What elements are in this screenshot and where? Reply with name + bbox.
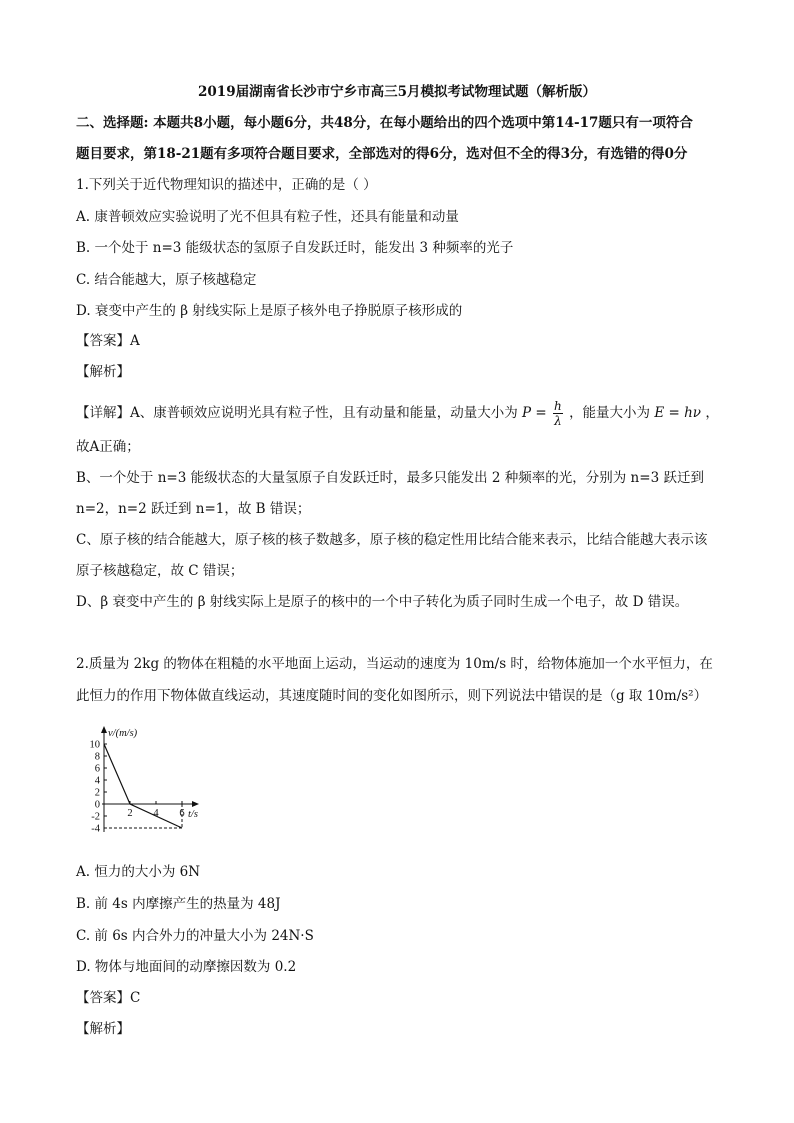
q2-option-d: D. 物体与地面间的动摩擦因数为 0.2: [76, 959, 297, 975]
section-instructions-line2: 题目要求，第18-21题有多项符合题目要求，全部选对的得6分，选对但不全的得3分，有选错的得0分: [76, 146, 688, 162]
momentum-fraction: [553, 399, 563, 428]
x-axis-arrow: [192, 801, 199, 807]
q2-stem-line1: 2.质量为 2kg 的物体在粗糙的水平地面上运动，当运动的速度为 10m/s 时，给物体施加一个水平恒力，在: [76, 656, 713, 672]
y-tick-label: -2: [91, 811, 100, 823]
x-tick-label: 2: [127, 808, 133, 819]
q1-detail-text-c: ，: [705, 405, 719, 421]
q1-detail-c-line2: 原子核越稳定，故 C 错误；: [76, 563, 244, 579]
section-instructions-line1: 二、选择题: 本题共8小题，每小题6分，共48分，在每小题给出的四个选项中第14-17题只有一项符合: [76, 115, 693, 131]
q1-option-a: A. 康普顿效应实验说明了光不但具有粒子性，还具有能量和动量: [76, 209, 459, 225]
x-tick-label: 4: [153, 808, 159, 819]
q2-analysis-label: 【解析】: [76, 1021, 130, 1037]
q2-option-b: B. 前 4s 内摩擦产生的热量为 48J: [76, 896, 281, 912]
q1-detail-b-line1: B、一个处于 n=3 能级状态的大量氢原子自发跃迁时，最多只能发出 2 种频率的光，分别为 n=3 跃迁到: [76, 470, 704, 486]
momentum-lhs: P =: [522, 405, 547, 421]
y-tick-label: 6: [94, 763, 100, 775]
q2-option-c: C. 前 6s 内合外力的冲量大小为 24N·S: [76, 928, 314, 944]
q2-answer: 【答案】C: [76, 990, 141, 1006]
x-tick-label: 6: [179, 808, 185, 819]
velocity-time-chart: [78, 722, 228, 842]
y-axis-arrow: [101, 726, 107, 733]
q1-detail-text-a: 【详解】A、康普顿效应说明光具有粒子性，且有动量和能量，动量大小为: [76, 405, 518, 421]
q1-analysis-label: 【解析】: [76, 364, 130, 380]
y-tick-label: 0: [94, 799, 100, 811]
x-axis-label: t/s: [188, 809, 198, 820]
q1-detail-b-line2: n=2，n=2 跃迁到 n=1，故 B 错误；: [76, 501, 311, 517]
y-tick-label: 10: [89, 739, 100, 751]
q1-option-d: D. 衰变中产生的 β 射线实际上是原子核外电子挣脱原子核形成的: [76, 303, 463, 319]
q1-detail-d: D、β 衰变中产生的 β 射线实际上是原子的核中的一个中子转化为质子同时生成一个电子，故 D 错误。: [76, 594, 689, 610]
q1-option-c: C. 结合能越大，原子核越稳定: [76, 272, 257, 288]
q2-stem-line2: 此恒力的作用下物体做直线运动，其速度随时间的变化如图所示，则下列说法中错误的是（g 取 10m/s²）: [76, 688, 708, 704]
y-tick-label: -4: [91, 823, 100, 835]
q1-detail-line2: 故A正确；: [76, 439, 140, 455]
q1-answer: 【答案】A: [76, 333, 140, 349]
fraction-numerator: h: [554, 399, 562, 413]
doc-title: 2019届湖南省长沙市宁乡市高三5月模拟考试物理试题（解析版）: [198, 84, 596, 100]
q2-option-a: A. 恒力的大小为 6N: [76, 864, 201, 880]
q1-option-b: B. 一个处于 n=3 能级状态的氢原子自发跃迁时，能发出 3 种频率的光子: [76, 240, 514, 256]
y-tick-label: 8: [94, 751, 100, 763]
fraction-denominator: λ: [554, 414, 562, 428]
energy-formula: E = hν: [654, 405, 702, 421]
y-axis-label: v/(m/s): [108, 728, 138, 739]
q1-detail-line1: [76, 398, 719, 428]
q1-stem: 1.下列关于近代物理知识的描述中，正确的是（ ）: [76, 177, 377, 193]
velocity-line: [104, 744, 185, 828]
y-tick-label: 2: [94, 787, 100, 799]
q1-detail-text-b: ，能量大小为: [569, 405, 651, 421]
q1-detail-c-line1: C、原子核的结合能越大，原子核的核子数越多，原子核的稳定性用比结合能来表示，比结合能越大表示该: [76, 532, 708, 548]
y-tick-label: 4: [94, 775, 100, 787]
